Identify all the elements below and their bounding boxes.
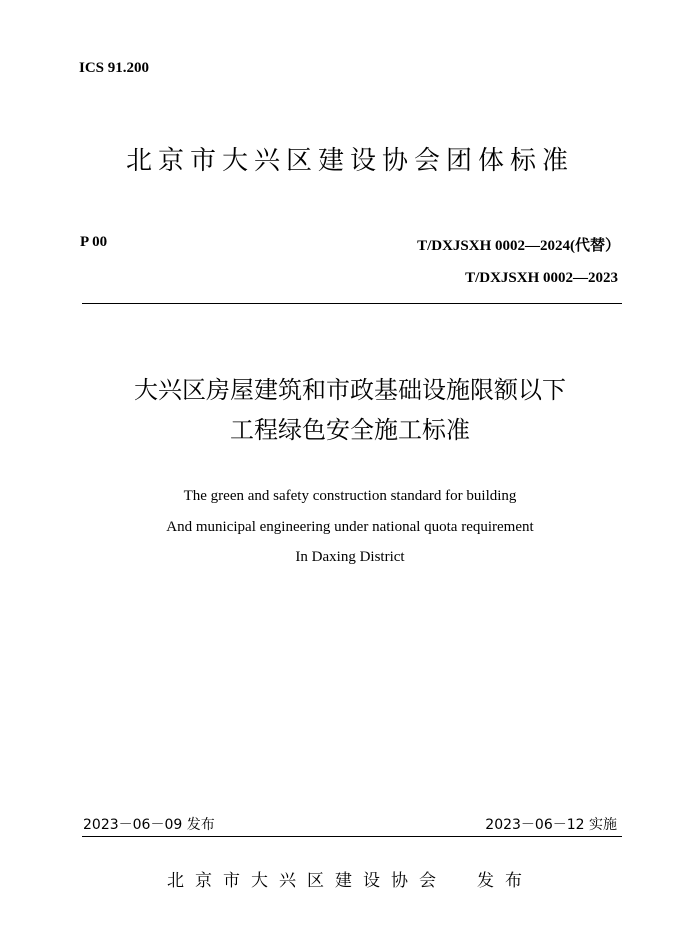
replaced-standard-number: T/DXJSXH 0002—2023 [465,270,618,286]
publisher-line [0,866,700,891]
english-title-line-1: The green and safety construction standard for building [183,488,517,504]
chinese-title [0,370,700,450]
english-title-line-3: In Daxing District [295,549,405,565]
classification-code: P 00 [80,234,108,250]
publish-word: 发布 [477,871,533,891]
chinese-title-line-2: 工程绿色安全施工标准 [230,416,470,444]
chinese-title-line-1: 大兴区房屋建筑和市政基础设施限额以下 [134,376,566,404]
standard-number: T/DXJSXH 0002—2024(代替） [417,238,620,254]
publisher-name: 北京市大兴区建设协会 [167,871,447,891]
ics-code: ICS 91.200 [79,60,150,76]
implementation-date: 2023－06－12 实施 [485,817,617,833]
organization-title: 北京市大兴区建设协会团体标准 [125,146,574,176]
english-title [0,481,700,573]
top-divider [82,303,622,304]
issue-date: 2023－06－09 发布 [83,817,215,833]
bottom-divider [82,836,622,837]
english-title-line-2: And municipal engineering under national quota requirement [166,518,534,535]
